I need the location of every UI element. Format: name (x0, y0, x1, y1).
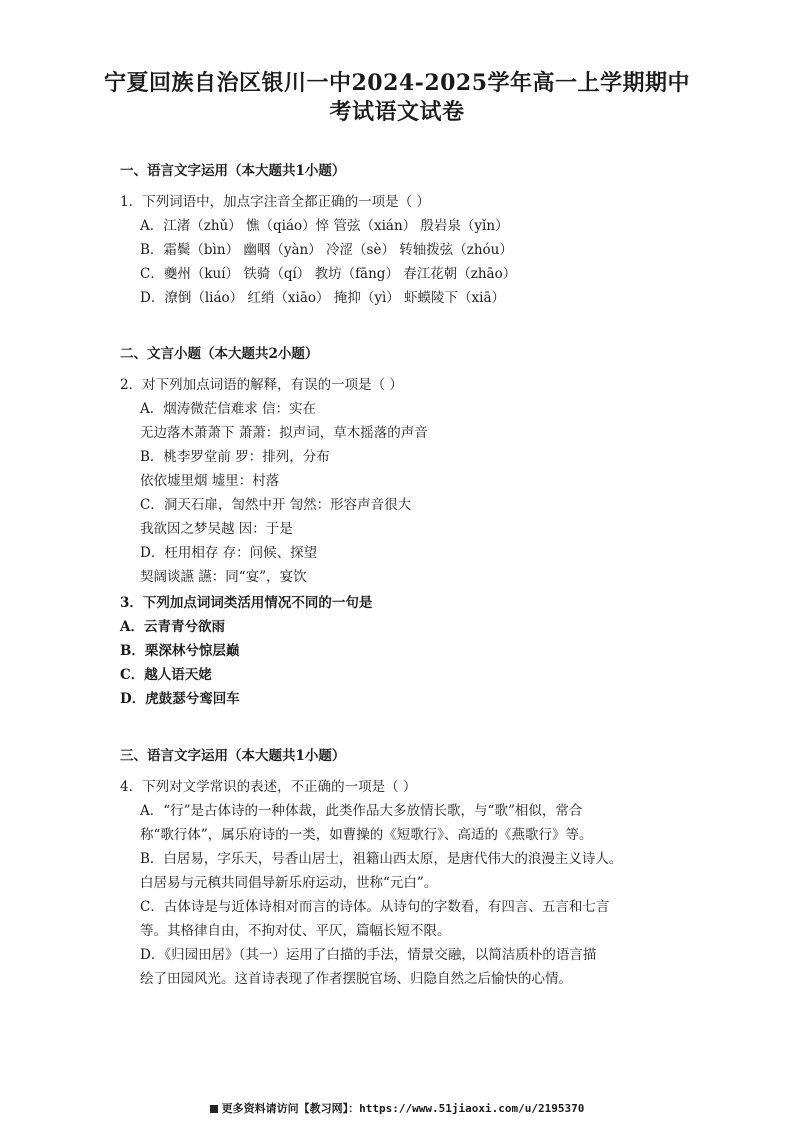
q2-option-a-1: A．烟涛微茫信难求 信：实在 (140, 401, 317, 417)
q2-option-b-2: 依依墟里烟 墟里：村落 (140, 473, 280, 489)
q2-option-b-1: B．桃李罗堂前 罗：排列，分布 (140, 449, 330, 465)
q4-stem: 4．下列对文学常识的表述，不正确的一项是（ ） (120, 779, 417, 795)
q1-stem: 1．下列词语中，加点字注音全都正确的一项是（ ） (120, 194, 430, 210)
flag-icon (210, 1105, 218, 1113)
q3-option-c: C．越人语天姥 (120, 667, 212, 683)
section-3-heading: 三、语言文字运用（本大题共1小题） (120, 748, 346, 764)
q3-stem: 3．下列加点词词类活用情况不同的一句是 (120, 595, 373, 611)
q2-option-c-1: C．洞天石扉，訇然中开 訇然：形容声音很大 (140, 497, 412, 513)
q4-option-a-1: A．“行”是古体诗的一种体裁，此类作品大多放情长歌，与“歌”相似，常合 (140, 803, 583, 819)
q4-option-c-2: 等。其格律自由，不拘对仗、平仄，篇幅长短不限。 (140, 923, 451, 939)
section-1-heading: 一、语言文字运用（本大题共1小题） (120, 163, 346, 179)
q1-option-c: C．夔州（kuí） 铁骑（qí） 教坊（fāng） 春江花朝（zhāo） (140, 266, 517, 282)
title-line-2: 考试语文试卷 (329, 99, 465, 125)
q2-option-d-1: D．枉用相存 存：问候、探望 (140, 545, 318, 561)
q2-stem: 2．对下列加点词语的解释，有误的一项是（ ） (120, 377, 403, 393)
q4-option-a-2: 称“歌行体”，属乐府诗的一类，如曹操的《短歌行》、高适的《燕歌行》等。 (140, 827, 593, 843)
q3-option-d: D．虎鼓瑟兮鸾回车 (120, 691, 240, 707)
q4-option-b-1: B．白居易，字乐天，号香山居士，祖籍山西太原，是唐代伟大的浪漫主义诗人。 (140, 851, 623, 867)
q3-option-a: A．云青青兮欲雨 (120, 619, 225, 635)
q1-option-a: A．江渚（zhǔ） 憔（qiáo）悴 管弦（xián） 殷岩泉（yǐn） (140, 218, 509, 234)
q4-option-c-1: C．古体诗是与近体诗相对而言的诗体。从诗句的字数看，有四言、五言和七言 (140, 899, 610, 915)
footer-text: 更多资料请访问【教习网】：https://www.51jiaoxi.com/u/2195370 (221, 1102, 585, 1115)
q4-option-b-2: 白居易与元稹共同倡导新乐府运动，世称“元白”。 (140, 875, 438, 891)
footer-link[interactable] (0, 1100, 794, 1116)
q2-option-a-2: 无边落木萧萧下 萧萧：拟声词，草木摇落的声音 (140, 425, 428, 441)
q4-option-d-1: D．《归园田居》（其一）运用了白描的手法，情景交融，以简洁质朴的语言描 (140, 947, 597, 963)
title-line-1: 宁夏回族自治区银川一中2024-2025学年高一上学期期中 (103, 70, 691, 96)
q2-option-c-2: 我欲因之梦吴越 因：于是 (140, 521, 293, 537)
q4-option-d-2: 绘了田园风光。这首诗表现了作者摆脱官场、归隐自然之后愉快的心情。 (140, 971, 572, 987)
q3-option-b: B．栗深林兮惊层巅 (120, 643, 240, 659)
section-2-heading: 二、文言小题（本大题共2小题） (120, 346, 319, 362)
q2-option-d-2: 契阔谈讌 讌：同“宴”，宴饮 (140, 569, 307, 585)
q1-option-d: D．潦倒（liáo） 红绡（xiāo） 掩抑（yì） 虾蟆陵下（xiā） (140, 290, 506, 306)
q1-option-b: B．霜鬓（bìn） 幽咽（yàn） 冷涩（sè） 转轴拨弦（zhóu） (140, 242, 513, 258)
